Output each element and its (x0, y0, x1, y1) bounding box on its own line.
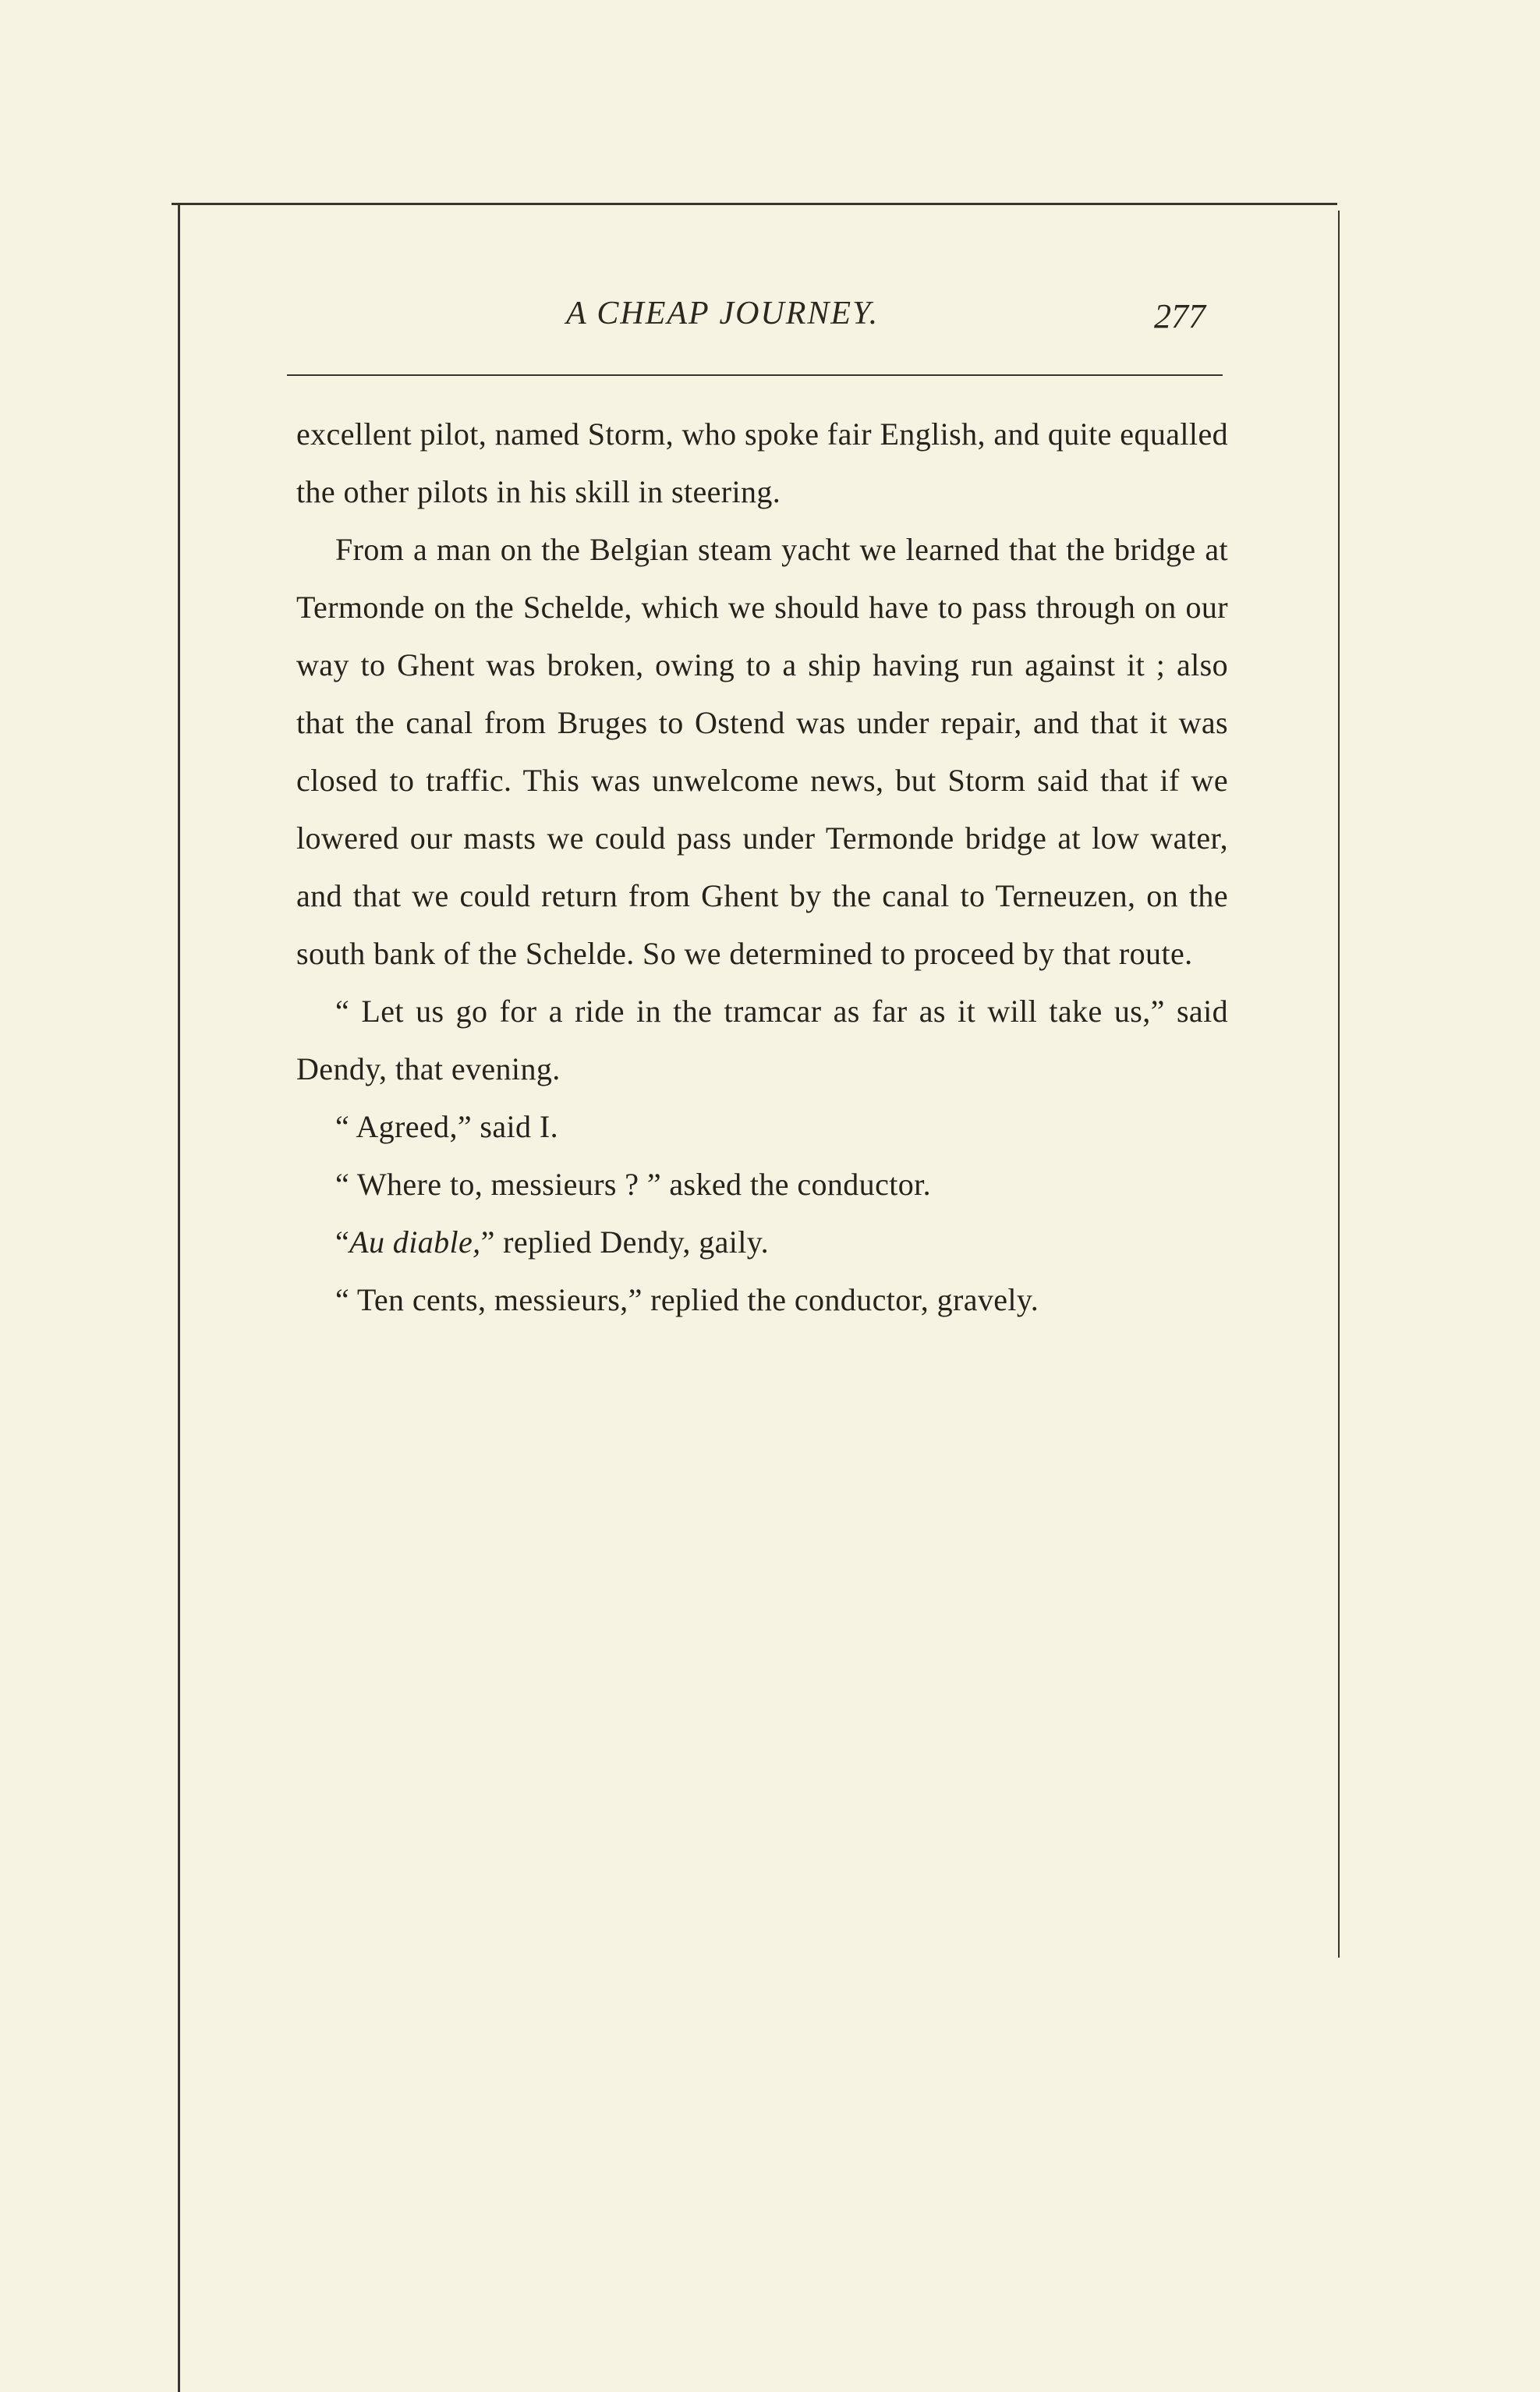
paragraph-1: excellent pilot, named Storm, who spoke fair English, and quite equalled the other pilots in his skill in steering. (296, 416, 1228, 509)
paragraph-4: “ Agreed,” said I. (335, 1109, 558, 1144)
paragraph-6 (296, 1214, 1228, 1271)
paragraph-6-italic: Au diable, (349, 1224, 481, 1260)
header-rule (287, 374, 1223, 376)
paragraph-6-rest: ” replied Dendy, gaily. (480, 1224, 770, 1260)
paragraph-3: “ Let us go for a ride in the tramcar as far as it will take us,” said Dendy, that evening. (296, 994, 1228, 1086)
paragraph-2: From a man on the Belgian steam yacht we learned that the bridge at Termonde on the Schelde, which we should have to pass through on our way to Ghent was broken, owing to a ship having run against it ; also that the canal from Bruges to Ostend was under repair, and that it was closed to traffic. This was unwelcome news, but Storm said that if we lowered our masts we could pass under Termonde bridge at low water, and that we could return from Ghent by the canal to Terneuzen, on the south bank of the Schelde. So we determined to proceed by that route. (296, 532, 1228, 971)
running-title: A CHEAP JOURNEY. (566, 296, 880, 331)
frame-top-rule (172, 203, 1337, 205)
page-number: 277 (1154, 297, 1205, 335)
paragraph-5: “ Where to, messieurs ? ” asked the conductor. (335, 1167, 932, 1202)
paragraph-7: “ Ten cents, messieurs,” replied the conductor, gravely. (335, 1282, 1039, 1317)
frame-left-rule (178, 204, 180, 2392)
body-text (296, 406, 1228, 1329)
paragraph-6-quote-open: “ (335, 1224, 350, 1260)
page-header (289, 295, 1224, 349)
frame-right-rule (1338, 211, 1340, 1958)
